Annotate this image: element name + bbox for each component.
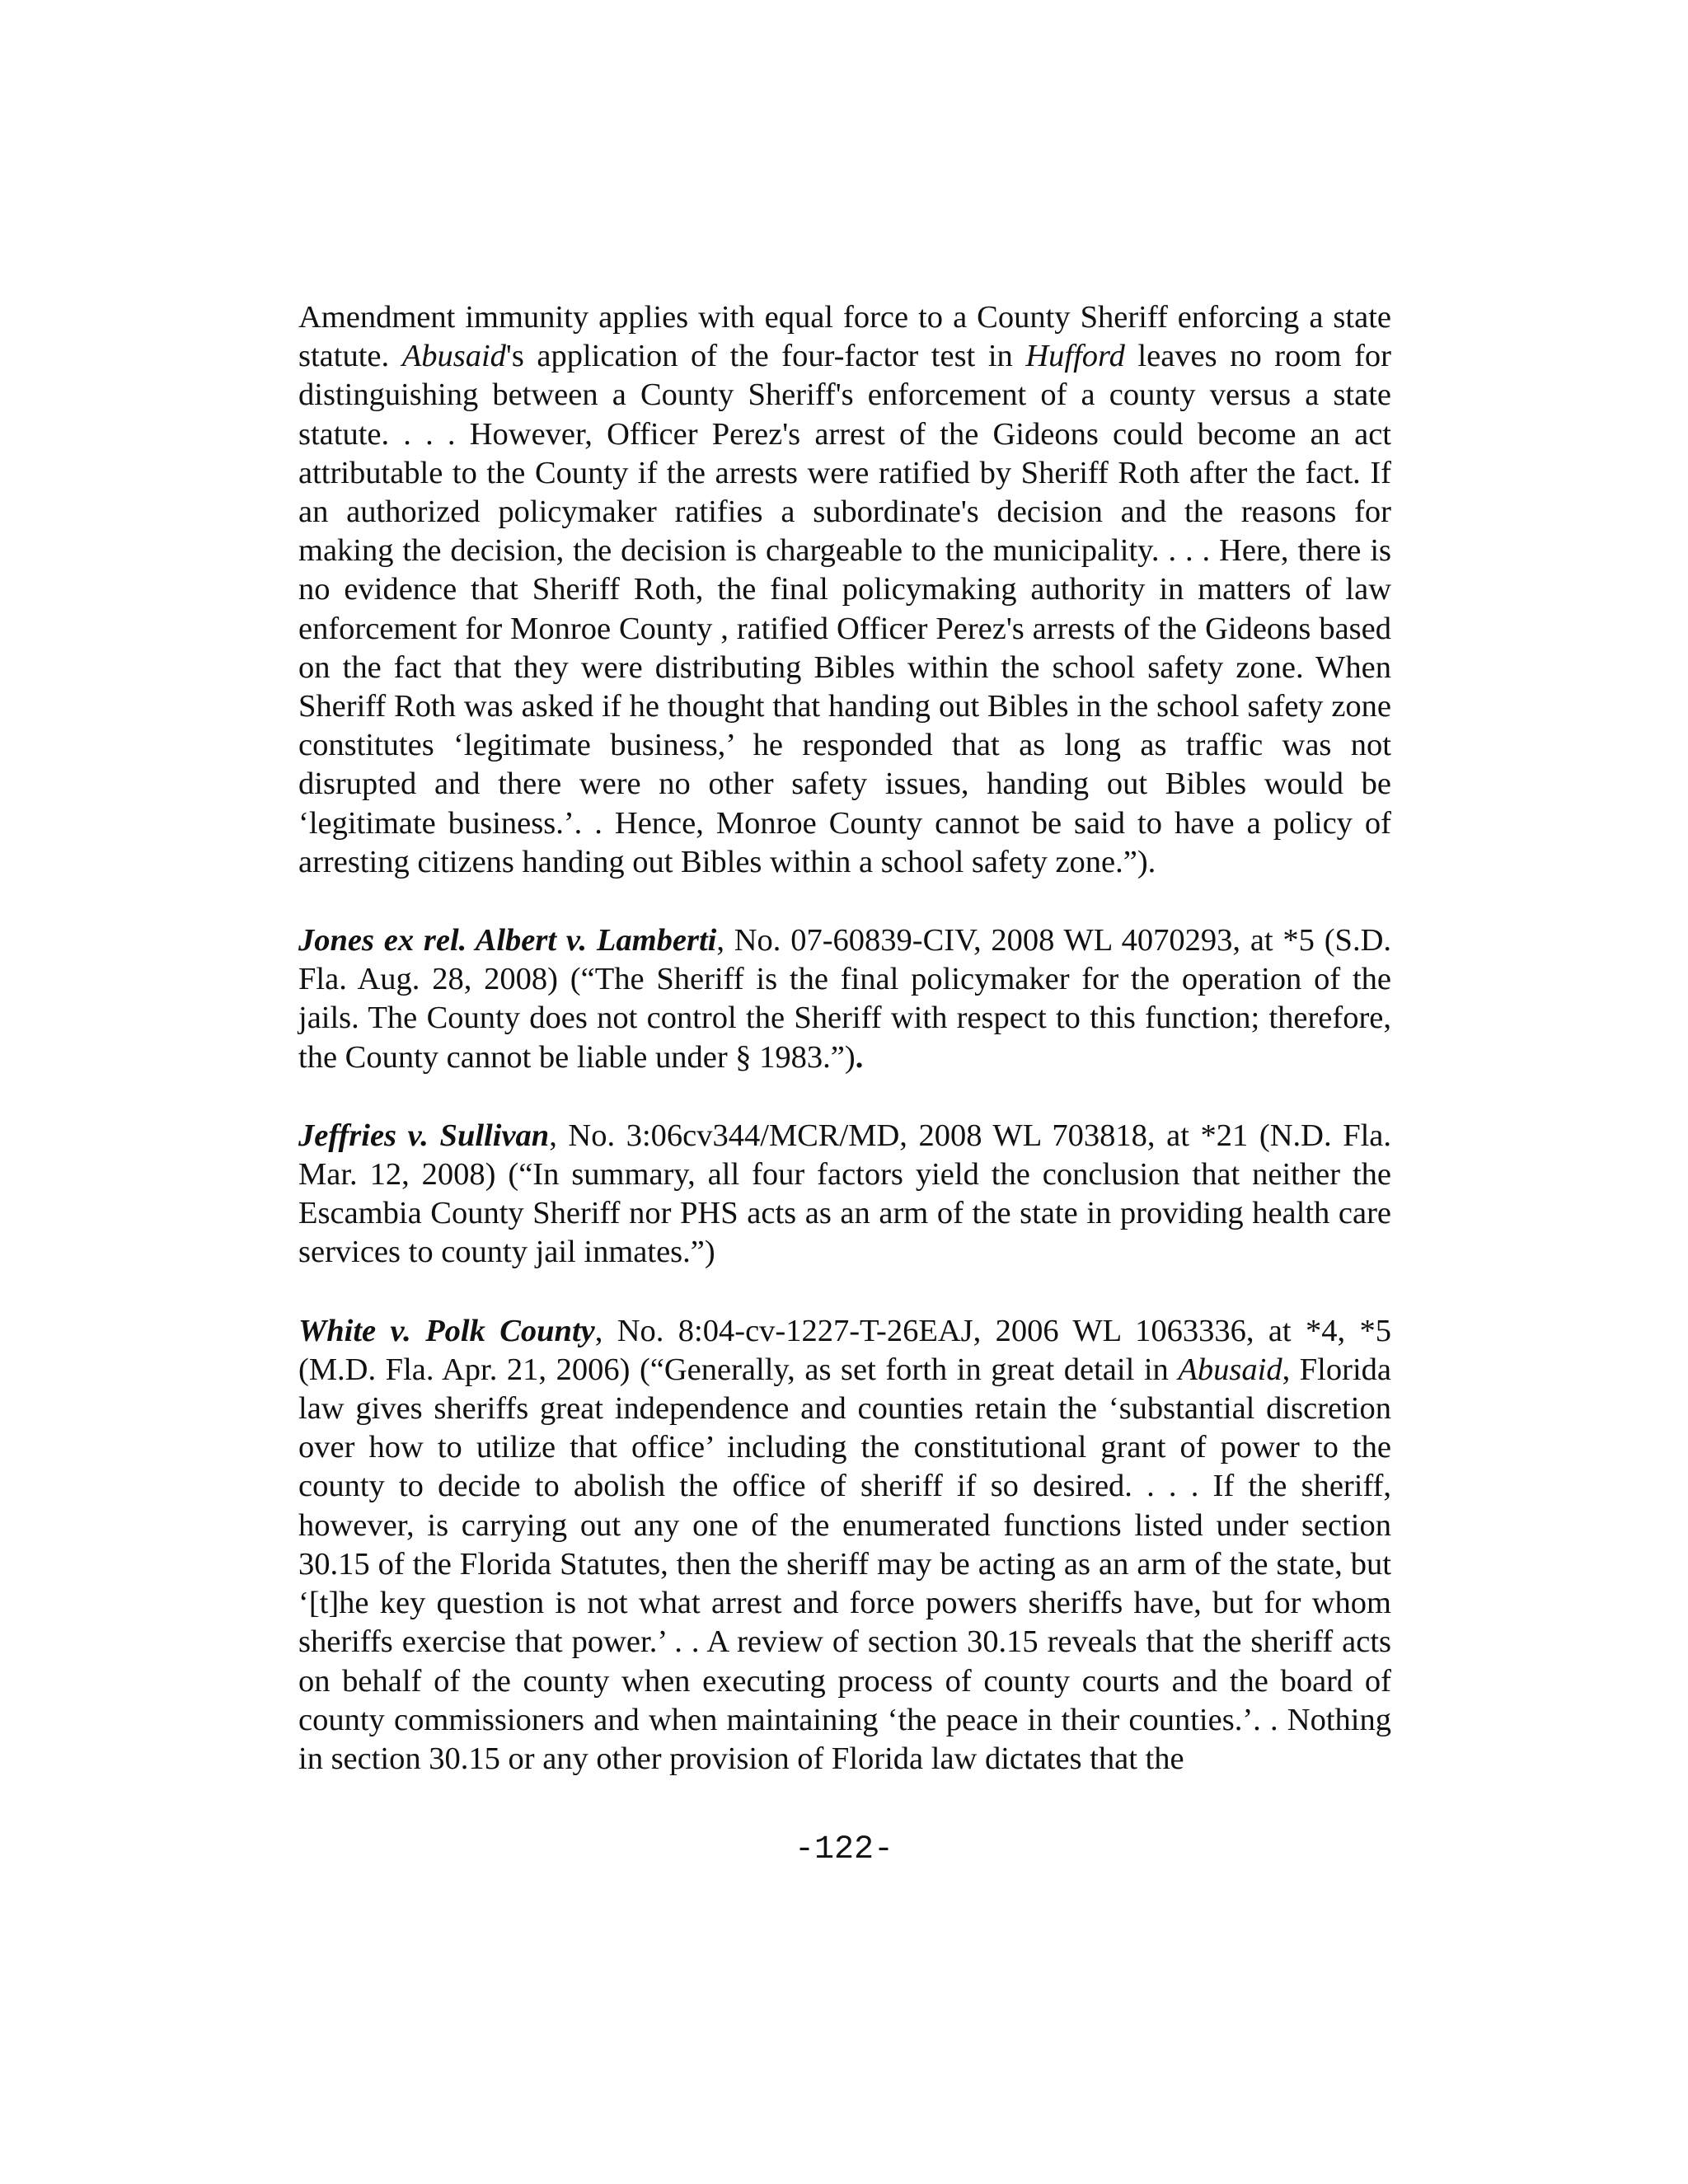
paragraph-jones-v-lamberti	[298, 921, 1391, 1077]
text-run: , No. 8:04-cv-1227-T-26EAJ, 2006 WL 1063336, at *4, *5 (M.D. Fla. Apr. 21, 2006) (“Generally, as set forth in great detail in	[298, 1313, 1391, 1387]
text-run: Amendment immunity applies with equal force to a County Sheriff enforcing a state statute.	[298, 300, 1391, 374]
text-run: leaves no room for distinguishing between a County Sheriff's enforcement of a county versus a state statute. . . . However, Officer Perez's arrest of the Gideons could become an act attributable to the County if the arrests were ratified by Sheriff Roth after the fact. If an authorized policymaker ratifies a subordinate's decision and the reasons for making the decision, the decision is chargeable to the municipality. . . . Here, there is no evidence that Sheriff Roth, the final policymaking authority in matters of law enforcement for Monroe County , ratified Officer Perez's arrests of the Gideons based on the fact that they were distributing Bibles within the school safety zone. When Sheriff Roth was asked if he thought that handing out Bibles in the school safety zone constitutes ‘legitimate business,’ he responded that as long as traffic was not disrupted and there were no other safety issues, handing out Bibles would be ‘legitimate business.’. . Hence, Monroe County cannot be said to have a policy of arresting citizens handing out Bibles within a school safety zone.”).	[298, 339, 1391, 879]
text-run: 's application of the four-factor test in	[505, 339, 1026, 374]
case-name-abusaid: Abusaid	[1178, 1352, 1282, 1387]
paragraph-white-v-polk-county	[298, 1312, 1391, 1779]
document-body	[298, 298, 1391, 1818]
case-name-jeffries-sullivan: Jeffries v. Sullivan	[298, 1118, 550, 1153]
paragraph-jeffries-v-sullivan	[298, 1117, 1391, 1272]
paragraph-immunity-continuation	[298, 298, 1391, 882]
text-run: , No. 3:06cv344/MCR/MD, 2008 WL 703818, at *21 (N.D. Fla. Mar. 12, 2008) (“In summary, all four factors yield the conclusion that neither the Escambia County Sheriff nor PHS acts as an arm of the state in providing health care services to county jail inmates.”)	[298, 1118, 1392, 1270]
page-number: -122-	[794, 1831, 894, 1868]
text-run: , No. 07-60839-CIV, 2008 WL 4070293, at *5 (S.D. Fla. Aug. 28, 2008) (“The Sheriff is the final policymaker for the operation of the jails. The County does not control the Sheriff with respect to this function; therefore, the County cannot be liable under § 1983.”)	[298, 923, 1391, 1075]
text-run: , Florida law gives sheriffs great independence and counties retain the ‘substantial discretion over how to utilize that office’ including the constitutional grant of power to the county to decide to abolish the office of sheriff if so desired. . . . If the sheriff, however, is carrying out any one of the enumerated functions listed under section 30.15 of the Florida Statutes, then the sheriff may be acting as an arm of the state, but ‘[t]he key question is not what arrest and force powers sheriffs have, but for whom sheriffs exercise that power.’ . . A review of section 30.15 reveals that the sheriff acts on behalf of the county when executing process of county courts and the board of county commissioners and when maintaining ‘the peace in their counties.’. . Nothing in section 30.15 or any other provision of Florida law dictates that the	[298, 1352, 1391, 1776]
case-name-abusaid: Abusaid	[401, 339, 506, 374]
text-run-bold-period: .	[855, 1039, 864, 1075]
case-name-jones-lamberti: Jones ex rel. Albert v. Lamberti	[298, 923, 717, 958]
case-name-hufford: Hufford	[1025, 339, 1125, 374]
case-name-white-polk: White v. Polk County	[298, 1313, 595, 1348]
